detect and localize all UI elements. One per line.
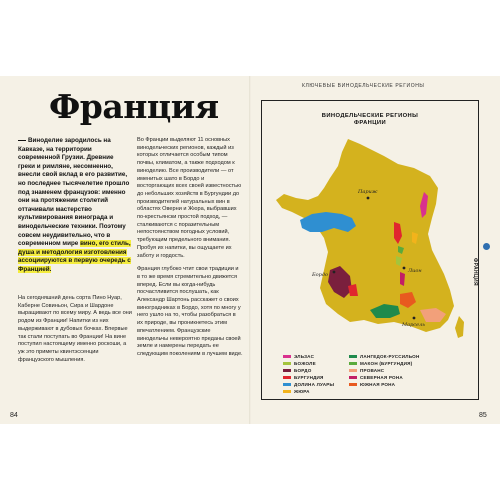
page-number-left: 84: [10, 412, 18, 419]
city-bordeaux-label: Бордо: [312, 272, 329, 278]
legend-swatch: [283, 369, 291, 372]
chapter-title: Франция: [49, 87, 219, 126]
legend-item: [283, 354, 314, 359]
map-title-line2: ФРАНЦИИ: [353, 120, 387, 126]
side-chapter-label: ФРАНЦИЯ: [472, 258, 478, 287]
map-title-line1: ВИНОДЕЛЬЧЕСКИЕ РЕГИОНЫ: [321, 113, 419, 119]
legend-item: [349, 368, 384, 373]
city-marseille-label: Марсель: [402, 322, 425, 328]
legend-item: [349, 354, 419, 359]
city-paris-label: Париж: [358, 189, 378, 195]
col2-paragraph-1: Во Франции выделяют 11 основных винодельческих регионов, каждый из которых отличается особым типом почвы, климатом, а также подходом к виноделию. Все производители — от именитых шато в Бордо и восторгающих всех своей известностью до небольших хозяйств в Бургундии до производителей натуральных вин в областях Оверни и Жюра, выбравших по-крестьянски простой подход, — сталкиваются с поразительным непостоянством погодных условий, требующим предельного внимания. Пробуя их напитки, вы ощущаете их заботу и гордость.: [137, 137, 242, 259]
page-number-right: 85: [479, 412, 487, 419]
france-land: [276, 139, 454, 332]
legend-label: СЕВЕРНАЯ РОНА: [360, 375, 403, 380]
legend-label: ЛАНГЕДОК-РУССИЛЬОН: [360, 354, 420, 359]
legend-label: БОЖОЛЕ: [294, 361, 316, 366]
legend-item: [349, 375, 403, 380]
legend-item: [283, 375, 324, 380]
col1-paragraph: На сегодняшний день сорта Пино Нуар, Каберне Совиньон, Сира и Шардоне выращивают по всему миру. А ведь все они родом из Франции! Напитки из них выдерживают в дубовых бочках. Впервые так стали поступать во Франции! На вине поступил настоящему именно роскоши, а уж это приметы квинтэссенции французского мышления.: [18, 295, 132, 363]
legend-swatch: [349, 355, 357, 358]
legend-label: МАКОН (БУРГУНДИЯ): [360, 361, 413, 366]
legend-label: ПРОВАНС: [360, 368, 385, 373]
legend-swatch: [349, 369, 357, 372]
intro-text-part1: Виноделие зародилось на Кавказе, на территории современной Грузии. Древние греки и римляне, несомненно, внесли свой вклад в его развитие, но последнее тысячелетие прошло под знаменем французов: именно они на протяжении столетий оттачивали мастерство культивирования винограда и винодельческие техники. Поэтому совсем неудивительно, что в современном мире: [18, 137, 130, 248]
legend-label: БОРДО: [294, 368, 312, 373]
legend-swatch: [349, 376, 357, 379]
legend-label: ЭЛЬЗАС: [294, 354, 315, 359]
city-dot-paris: [367, 197, 370, 200]
legend-label: ЮЖНАЯ РОНА: [360, 382, 396, 387]
chapter-marker-dot: [483, 243, 490, 250]
legend-item: [283, 368, 312, 373]
legend-item: [283, 382, 334, 387]
legend-swatch: [283, 362, 291, 365]
legend-label: ДОЛИНА ЛУАРЫ: [294, 382, 335, 387]
legend-item: [349, 361, 412, 366]
highlighted-text: вино, его стиль, душа и методология изготовления ассоциируются в первую очередь с Францией.: [18, 240, 131, 273]
col2-paragraph-2: Франция глубоко чтит свои традиции и в то же время стремительно движется вперед. Если вы когда-нибудь посчастливится послушать, как Александр Шартонь расскажет о своих виноградниках в Бордо, хотя по многу у него ушло на то, чтобы разобраться в их природе, вы проникнетесь этим впечатлением. Французские винодельчы невероятно преданы своей земле и намерены передать ее следующим поколениям в лучшем виде.: [137, 266, 243, 357]
city-dot-marseille: [413, 317, 416, 320]
legend-item: [283, 361, 316, 366]
legend-label: БУРГУНДИЯ: [294, 375, 324, 380]
legend-swatch: [283, 355, 291, 358]
legend-swatch: [283, 390, 291, 393]
legend-item: [283, 389, 310, 394]
city-dot-bordeaux: [333, 271, 336, 274]
corsica: [455, 316, 464, 338]
legend-label: ЖЮРА: [294, 389, 310, 394]
legend-swatch: [349, 362, 357, 365]
city-dot-lyon: [403, 267, 406, 270]
city-lyon-label: Лион: [408, 268, 422, 274]
legend-item: [349, 382, 395, 387]
legend-swatch: [283, 383, 291, 386]
running-header: КЛЮЧЕВЫЕ ВИНОДЕЛЬЧЕСКИЕ РЕГИОНЫ: [302, 83, 425, 89]
legend-swatch: [349, 383, 357, 386]
legend-swatch: [283, 376, 291, 379]
